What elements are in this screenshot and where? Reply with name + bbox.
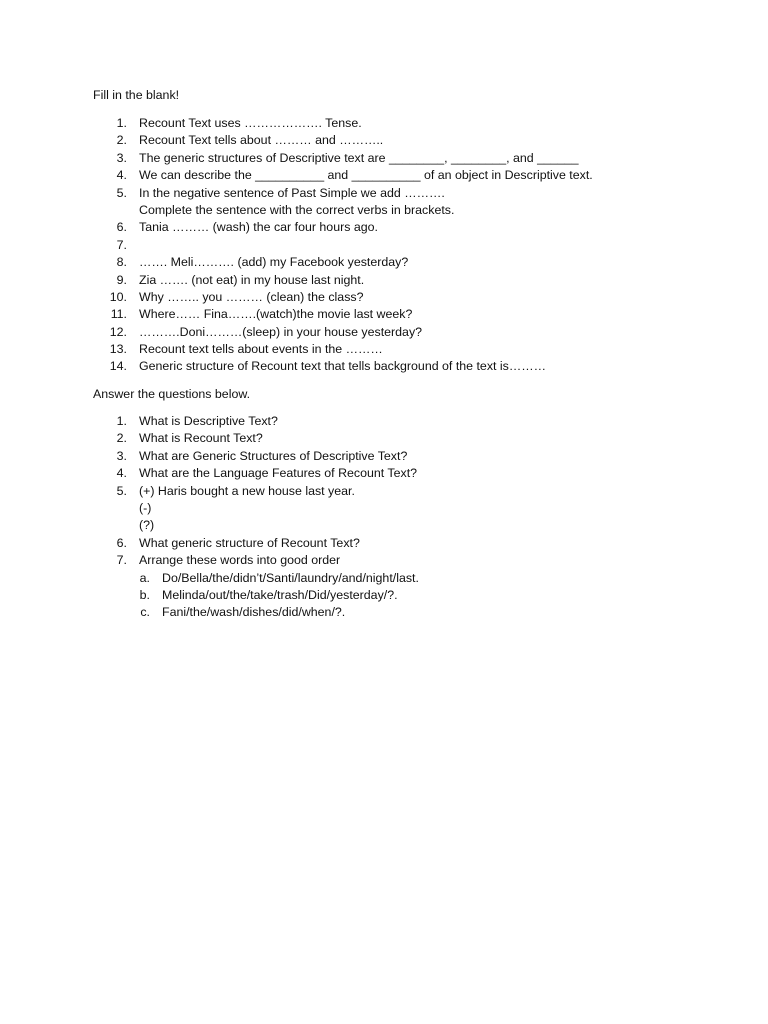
item-number: 4. [116, 466, 127, 481]
item-text: Complete the sentence with the correct verbs in brackets. [139, 202, 455, 217]
item-number: 13. [109, 342, 127, 357]
list-item [0, 358, 768, 375]
sub-item-letter: b. [139, 587, 150, 602]
item-number: 4. [116, 168, 127, 183]
item-text: Why …….. you ……… (clean) the class? [139, 289, 364, 304]
list-item-continuation [0, 517, 768, 534]
item-number: 7. [116, 237, 127, 252]
item-number: 6. [116, 535, 127, 550]
item-text: Recount Text uses ………………. Tense. [139, 116, 362, 130]
list-item [0, 237, 768, 254]
item-text: What are the Language Features of Recount Text? [139, 466, 418, 481]
item-number: 1. [116, 116, 127, 130]
item-text: ……….Doni………(sleep) in your house yesterday? [139, 324, 423, 339]
item-text: We can describe the __________ and __________ of an object in Descriptive text. [139, 168, 593, 183]
list-item [0, 535, 768, 552]
list-item [0, 115, 768, 132]
item-text: In the negative sentence of Past Simple we add ………. [139, 185, 445, 200]
sub-list-item [0, 604, 768, 621]
list-item [0, 306, 768, 323]
list-item [0, 413, 768, 430]
list-item [0, 185, 768, 202]
item-text: The generic structures of Descriptive text are ________, ________, and ______ [139, 150, 579, 165]
item-number: 7. [116, 553, 127, 568]
item-number: 14. [109, 359, 127, 374]
sub-item-text: Fani/the/wash/dishes/did/when/?. [162, 605, 346, 620]
item-number: 3. [116, 150, 127, 165]
item-number: 5. [116, 185, 127, 200]
item-text: Recount Text tells about ……… and ……….. [139, 133, 384, 148]
section-heading-fill-in: Fill in the blank! [93, 88, 180, 102]
item-text: (+) Haris bought a new house last year. [139, 483, 355, 498]
list-item [0, 552, 768, 569]
item-text: Zia ……. (not eat) in my house last night. [139, 272, 365, 287]
section-heading-questions: Answer the questions below. [93, 387, 251, 401]
list-instruction [0, 202, 768, 219]
fill-in-list [0, 115, 768, 376]
list-item [0, 465, 768, 482]
list-item [0, 219, 768, 236]
item-text: Tania ……… (wash) the car four hours ago. [139, 220, 378, 235]
item-text: Generic structure of Recount text that tells background of the text is……… [139, 359, 547, 374]
sub-item-text: Do/Bella/the/didn’t/Santi/laundry/and/night/last. [162, 570, 419, 585]
list-item [0, 430, 768, 447]
list-item [0, 150, 768, 167]
list-item-continuation [0, 500, 768, 517]
list-item [0, 254, 768, 271]
list-item [0, 448, 768, 465]
sub-item-text: Melinda/out/the/take/trash/Did/yesterday/?. [162, 587, 398, 602]
item-number: 2. [116, 133, 127, 148]
list-item [0, 289, 768, 306]
sub-list-item [0, 570, 768, 587]
item-number: 6. [116, 220, 127, 235]
item-text: Recount text tells about events in the ……… [139, 342, 383, 357]
item-number: 5. [116, 483, 127, 498]
item-text: (-) [139, 500, 152, 515]
item-number: 2. [116, 431, 127, 446]
item-number: 3. [116, 448, 127, 463]
list-item [0, 132, 768, 149]
item-number: 9. [116, 272, 127, 287]
sub-list-item [0, 587, 768, 604]
sub-item-letter: a. [139, 570, 150, 585]
item-text: What are Generic Structures of Descriptive Text? [139, 448, 408, 463]
sub-item-letter: c. [140, 605, 150, 620]
item-text: ……. Meli………. (add) my Facebook yesterday? [139, 255, 409, 270]
item-number: 12. [109, 324, 127, 339]
list-item [0, 341, 768, 358]
item-text: Arrange these words into good order [139, 553, 341, 568]
list-item [0, 483, 768, 500]
item-text: What is Descriptive Text? [139, 414, 278, 428]
item-text: (?) [139, 518, 155, 533]
item-text: Where…… Fina…….(watch)the movie last week? [139, 307, 413, 322]
item-number: 10. [109, 289, 127, 304]
list-item [0, 324, 768, 341]
item-number: 8. [116, 255, 127, 270]
list-item [0, 167, 768, 184]
item-text: What is Recount Text? [139, 431, 263, 446]
item-number: 11. [110, 307, 127, 322]
item-text: What generic structure of Recount Text? [139, 535, 360, 550]
item-number: 1. [116, 414, 127, 428]
list-item [0, 272, 768, 289]
questions-list [0, 413, 768, 622]
